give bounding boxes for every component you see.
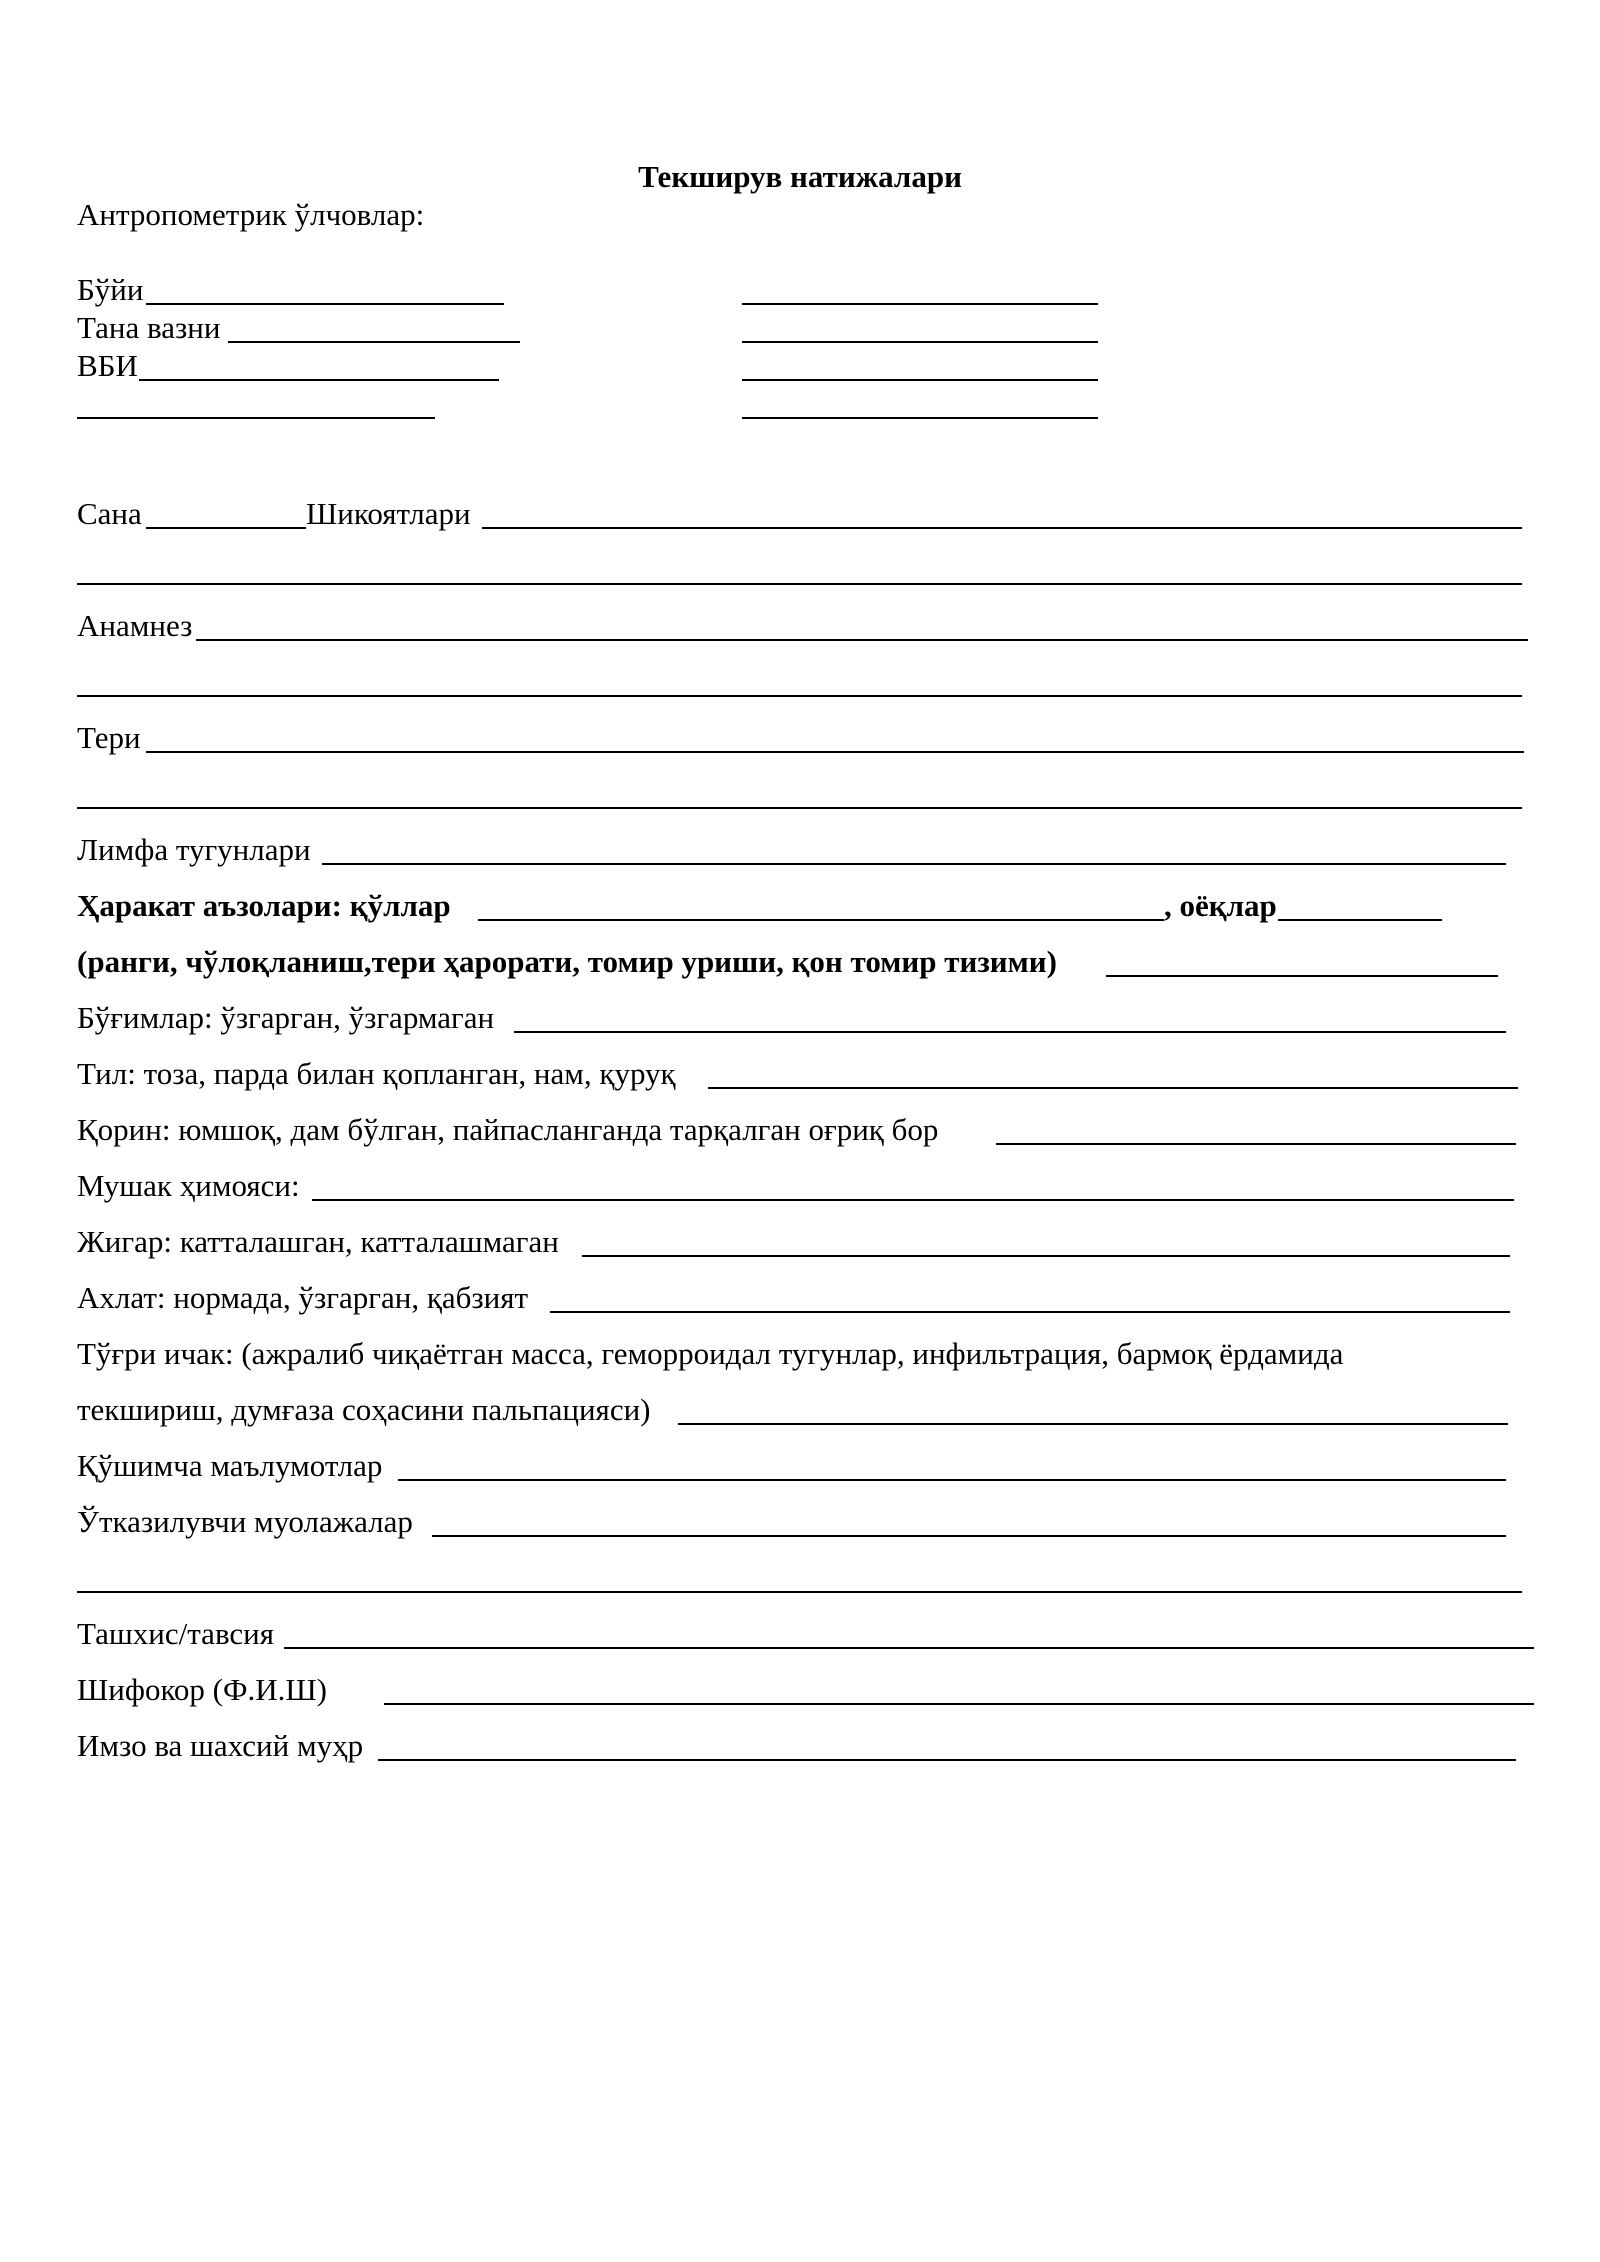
signature-label: Имзо ва шахсий муҳр (77, 1728, 364, 1763)
weight-extra-field[interactable] (742, 341, 1098, 343)
date-field[interactable] (146, 527, 306, 529)
muscle-label: Мушак ҳимояси: (77, 1168, 300, 1203)
tongue-field[interactable] (708, 1087, 1518, 1089)
additional-label: Қўшимча маълумотлар (77, 1448, 383, 1483)
signature-field[interactable] (378, 1759, 1516, 1761)
skin-label: Тери (77, 720, 141, 755)
weight-field[interactable] (228, 341, 520, 343)
diagnosis-label: Ташхис/тавсия (77, 1616, 275, 1651)
limbs-note-field[interactable] (1106, 975, 1498, 977)
stool-field[interactable] (550, 1311, 1510, 1313)
complaints-label: Шикоятлари (306, 496, 471, 531)
arms-field[interactable] (478, 919, 1164, 921)
liver-field[interactable] (582, 1255, 1510, 1257)
tongue-label: Тил: тоза, парда билан қопланган, нам, қуруқ (77, 1056, 676, 1091)
anthropometric-extra-field[interactable] (77, 417, 435, 419)
procedures-field[interactable] (432, 1535, 1506, 1537)
limbs-note: (ранги, чўлоқланиш,тери ҳарорати, томир уриши, қон томир тизими) (77, 944, 1057, 979)
complaints-field[interactable] (482, 527, 1522, 529)
page-title: Текширув натижалари (638, 159, 962, 194)
additional-field[interactable] (398, 1479, 1506, 1481)
stool-label: Ахлат: нормада, ўзгарган, қабзият (77, 1280, 529, 1315)
anamnesis-field[interactable] (196, 639, 1528, 641)
abdomen-label: Қорин: юмшоқ, дам бўлган, пайпаслангaнда тарқалган оғриқ бор (77, 1112, 939, 1147)
doctor-field[interactable] (384, 1703, 1534, 1705)
anthropometric-extra-field-2[interactable] (742, 417, 1098, 419)
procedures-field-2[interactable] (77, 1591, 1522, 1593)
skin-field[interactable] (146, 751, 1524, 753)
joints-field[interactable] (514, 1031, 1506, 1033)
lymph-label: Лимфа тугунлари (77, 832, 311, 867)
procedures-label: Ўтказилувчи муолажалар (77, 1504, 413, 1539)
weight-label: Тана вазни (77, 310, 221, 345)
rectum-label: Тўғри ичак: (ажралиб чиқаётган масса, геморроидал тугунлар, инфильтрация, бармоқ ёрдамида (77, 1336, 1344, 1371)
limbs-label: Ҳаракат аъзолари: қўллар (77, 888, 451, 923)
anamnesis-field-2[interactable] (77, 695, 1522, 697)
bmi-label: ВБИ (77, 348, 138, 383)
legs-label: , оёқлар (1164, 888, 1277, 923)
bmi-extra-field[interactable] (742, 379, 1098, 381)
height-field[interactable] (146, 303, 504, 305)
muscle-field[interactable] (312, 1199, 1514, 1201)
lymph-field[interactable] (322, 863, 1506, 865)
height-label: Бўйи (77, 272, 144, 307)
rectum-label-continued: текшириш, думғаза соҳасини пальпацияси) (77, 1392, 651, 1427)
height-extra-field[interactable] (742, 303, 1098, 305)
liver-label: Жигар: катталашган, катталашмаган (77, 1224, 559, 1259)
diagnosis-field[interactable] (284, 1647, 1534, 1649)
complaints-field-2[interactable] (77, 583, 1522, 585)
abdomen-field[interactable] (996, 1143, 1516, 1145)
anamnesis-label: Анамнез (77, 608, 193, 643)
doctor-label: Шифокор (Ф.И.Ш) (77, 1672, 327, 1707)
skin-field-2[interactable] (77, 807, 1522, 809)
rectum-field[interactable] (678, 1423, 1508, 1425)
legs-field[interactable] (1278, 919, 1442, 921)
joints-label: Бўғимлар: ўзгарган, ўзгармаган (77, 1000, 495, 1035)
date-label: Сана (77, 496, 142, 531)
bmi-field[interactable] (139, 379, 499, 381)
anthropometric-heading: Антропометрик ўлчовлар: (77, 197, 425, 232)
